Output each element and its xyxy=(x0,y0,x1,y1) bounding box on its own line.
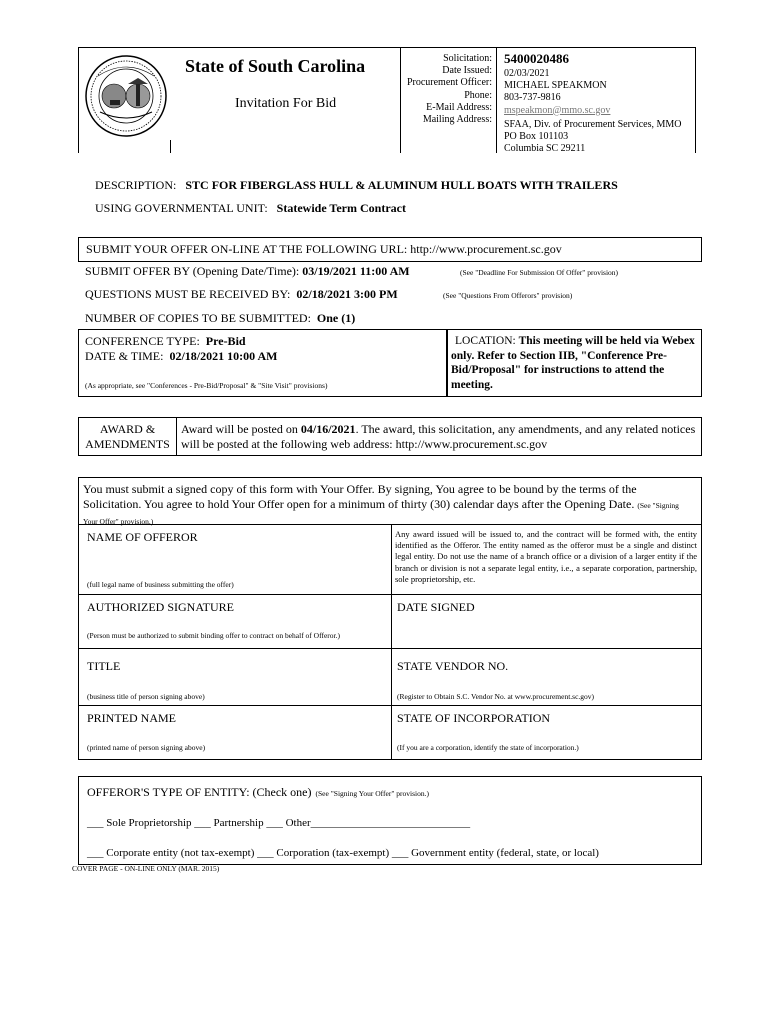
description-label: DESCRIPTION: xyxy=(95,178,177,192)
title-note: (business title of person signing above) xyxy=(87,692,205,701)
award-entity-note: Any award issued will be issued to, and the contract will be formed with, the entity identified as the Offeror. The entity named as the offeror must be a single and distinct legal entity. Do not use the name of a branch office or a division of a larger entity if the branch or division is not a separate legal entity, i.e., a separate corporation, partnership, sole proprietorship, etc. xyxy=(395,529,697,584)
location-text xyxy=(451,334,697,392)
conference-type-label: CONFERENCE TYPE: xyxy=(85,334,200,348)
award-label-line2: AMENDMENTS xyxy=(85,437,170,451)
entity-options-line1: ___ Sole Proprietorship ___ Partnership ___ Other_____________________________ xyxy=(87,817,471,829)
phone-value: 803-737-9816 xyxy=(504,92,561,104)
entity-type-box xyxy=(78,776,702,865)
header-values xyxy=(504,68,694,155)
entity-type-note: (See "Signing Your Offer" provision.) xyxy=(315,789,429,798)
location-value: This meeting will be held via Webex only. Refer to Section IIB, "Conference Pre-Bid/Proposal" for instructions to attend the meeting. xyxy=(451,335,695,391)
printed-name-note: (printed name of person signing above) xyxy=(87,743,206,752)
mailing-address-value: SFAA, Div. of Procurement Services, MMO xyxy=(504,118,682,130)
conference-datetime-value: 02/18/2021 10:00 AM xyxy=(169,349,278,363)
offeror-rule-3 xyxy=(79,648,701,649)
date-issued-label: Date Issued: xyxy=(442,65,492,77)
entity-type-label: OFFEROR'S TYPE OF ENTITY: (Check one) xyxy=(87,785,312,799)
document-subtitle: Invitation For Bid xyxy=(235,96,337,111)
page-footer: COVER PAGE - ON-LINE ONLY (MAR. 2015) xyxy=(72,864,220,873)
header-labels xyxy=(400,53,492,126)
header-label-divider xyxy=(496,47,497,153)
offeror-intro-text: You must submit a signed copy of this form with Your Offer. By signing, You agree to be bound by the terms of the Solicitation. You agree to hold Your Offer open for a minimum of thirty (30) calendar days after the Opening Date. xyxy=(83,482,637,511)
submit-offer-note: (See "Deadline For Submission Of Offer" provision) xyxy=(460,268,619,277)
state-vendor-note: (Register to Obtain S.C. Vendor No. at www.procurement.sc.gov) xyxy=(397,692,595,701)
offeror-intro-note: (See "Signing Your Offer" provision.) xyxy=(83,501,679,526)
header-tick xyxy=(170,140,171,153)
submit-offer-row xyxy=(85,264,410,279)
copies-value: One (1) xyxy=(316,311,356,325)
offeror-rule-4 xyxy=(79,705,701,706)
mailing-address-label: Mailing Address: xyxy=(422,114,492,126)
procurement-officer-label: Procurement Officer: xyxy=(406,77,492,89)
location-box xyxy=(446,329,702,397)
submit-offer-value: 03/19/2021 11:00 AM xyxy=(302,264,410,278)
conference-datetime-row xyxy=(85,349,277,364)
state-title: State of South Carolina xyxy=(185,56,366,76)
entity-options-line2: ___ Corporate entity (not tax-exempt) ___ Corporation (tax-exempt) ___ Government entity (federal, state, or local) xyxy=(87,847,599,859)
entity-type-heading xyxy=(87,783,429,801)
email-label: E-Mail Address: xyxy=(426,101,492,113)
name-of-offeror-label: NAME OF OFFEROR xyxy=(87,530,198,544)
solicitation-number: 5400020486 xyxy=(504,51,569,66)
award-text-pre: Award will be posted on xyxy=(181,422,298,436)
award-date: 04/16/2021 xyxy=(300,422,356,436)
offeror-center-divider xyxy=(391,524,392,760)
governmental-unit-value: Statewide Term Contract xyxy=(276,201,406,215)
offeror-rule-1 xyxy=(79,524,701,525)
authorized-signature-note: (Person must be authorized to submit binding offer to contract on behalf of Offeror.) xyxy=(87,631,340,640)
mailing-address-line2: PO Box 101103 xyxy=(504,131,569,143)
printed-name-label: PRINTED NAME xyxy=(87,711,176,725)
authorized-signature-label: AUTHORIZED SIGNATURE xyxy=(87,600,234,614)
award-label xyxy=(79,422,176,452)
solicitation-label: Solicitation: xyxy=(443,53,492,64)
offeror-intro xyxy=(83,482,695,529)
title-label: TITLE xyxy=(87,659,121,673)
name-of-offeror-note: (full legal name of business submitting the offer) xyxy=(87,580,234,589)
state-of-incorporation-note: (If you are a corporation, identify the state of incorporation.) xyxy=(397,743,579,752)
questions-label: QUESTIONS MUST BE RECEIVED BY: xyxy=(85,287,291,301)
conference-box xyxy=(78,329,448,397)
header-top-rule xyxy=(78,47,696,48)
email-link[interactable]: mspeakmon@mmo.sc.gov xyxy=(504,104,611,116)
state-of-incorporation-label: STATE OF INCORPORATION xyxy=(397,711,551,725)
award-text-post: . The award, this solicitation, any amendments, and any related notices will be posted at the following web address: http://www.procurement.sc.gov xyxy=(181,422,696,451)
award-label-line1: AWARD & xyxy=(99,422,156,436)
date-issued-value: 02/03/2021 xyxy=(504,68,550,79)
state-vendor-label: STATE VENDOR NO. xyxy=(397,659,509,673)
offeror-box xyxy=(78,477,702,760)
conference-datetime-label: DATE & TIME: xyxy=(85,349,164,363)
online-submission-box xyxy=(78,237,702,262)
procurement-officer-value: MICHAEL SPEAKMON xyxy=(504,80,607,92)
description-value: STC FOR FIBERGLASS HULL & ALUMINUM HULL BOATS WITH TRAILERS xyxy=(185,178,618,192)
copies-row xyxy=(85,311,355,326)
questions-note: (See "Questions From Offerors" provision) xyxy=(443,291,573,300)
location-label: LOCATION: xyxy=(455,335,516,347)
conference-type-row xyxy=(85,334,246,349)
governmental-unit-row xyxy=(95,201,406,216)
description-row xyxy=(95,178,618,193)
copies-label: NUMBER OF COPIES TO BE SUBMITTED: xyxy=(85,311,311,325)
conference-note: (As appropriate, see "Conferences - Pre-Bid/Proposal" & "Site Visit" provisions) xyxy=(85,381,328,390)
date-signed-label: DATE SIGNED xyxy=(397,600,475,614)
online-submission-text: SUBMIT YOUR OFFER ON-LINE AT THE FOLLOWING URL: http://www.procurement.sc.gov xyxy=(86,242,562,256)
award-divider xyxy=(176,418,177,455)
conference-type-value: Pre-Bid xyxy=(205,334,246,348)
questions-row xyxy=(85,287,398,302)
questions-value: 02/18/2021 3:00 PM xyxy=(296,287,398,301)
offeror-rule-2 xyxy=(79,594,701,595)
award-text xyxy=(181,422,699,452)
governmental-unit-label: USING GOVERNMENTAL UNIT: xyxy=(95,201,268,215)
state-seal-icon xyxy=(84,54,168,143)
header-left-rule xyxy=(78,47,79,153)
submit-offer-label: SUBMIT OFFER BY (Opening Date/Time): xyxy=(85,264,300,278)
phone-label: Phone: xyxy=(464,89,492,101)
header-right-rule xyxy=(695,47,696,153)
award-box xyxy=(78,417,702,456)
mailing-address-line3: Columbia SC 29211 xyxy=(504,143,586,155)
